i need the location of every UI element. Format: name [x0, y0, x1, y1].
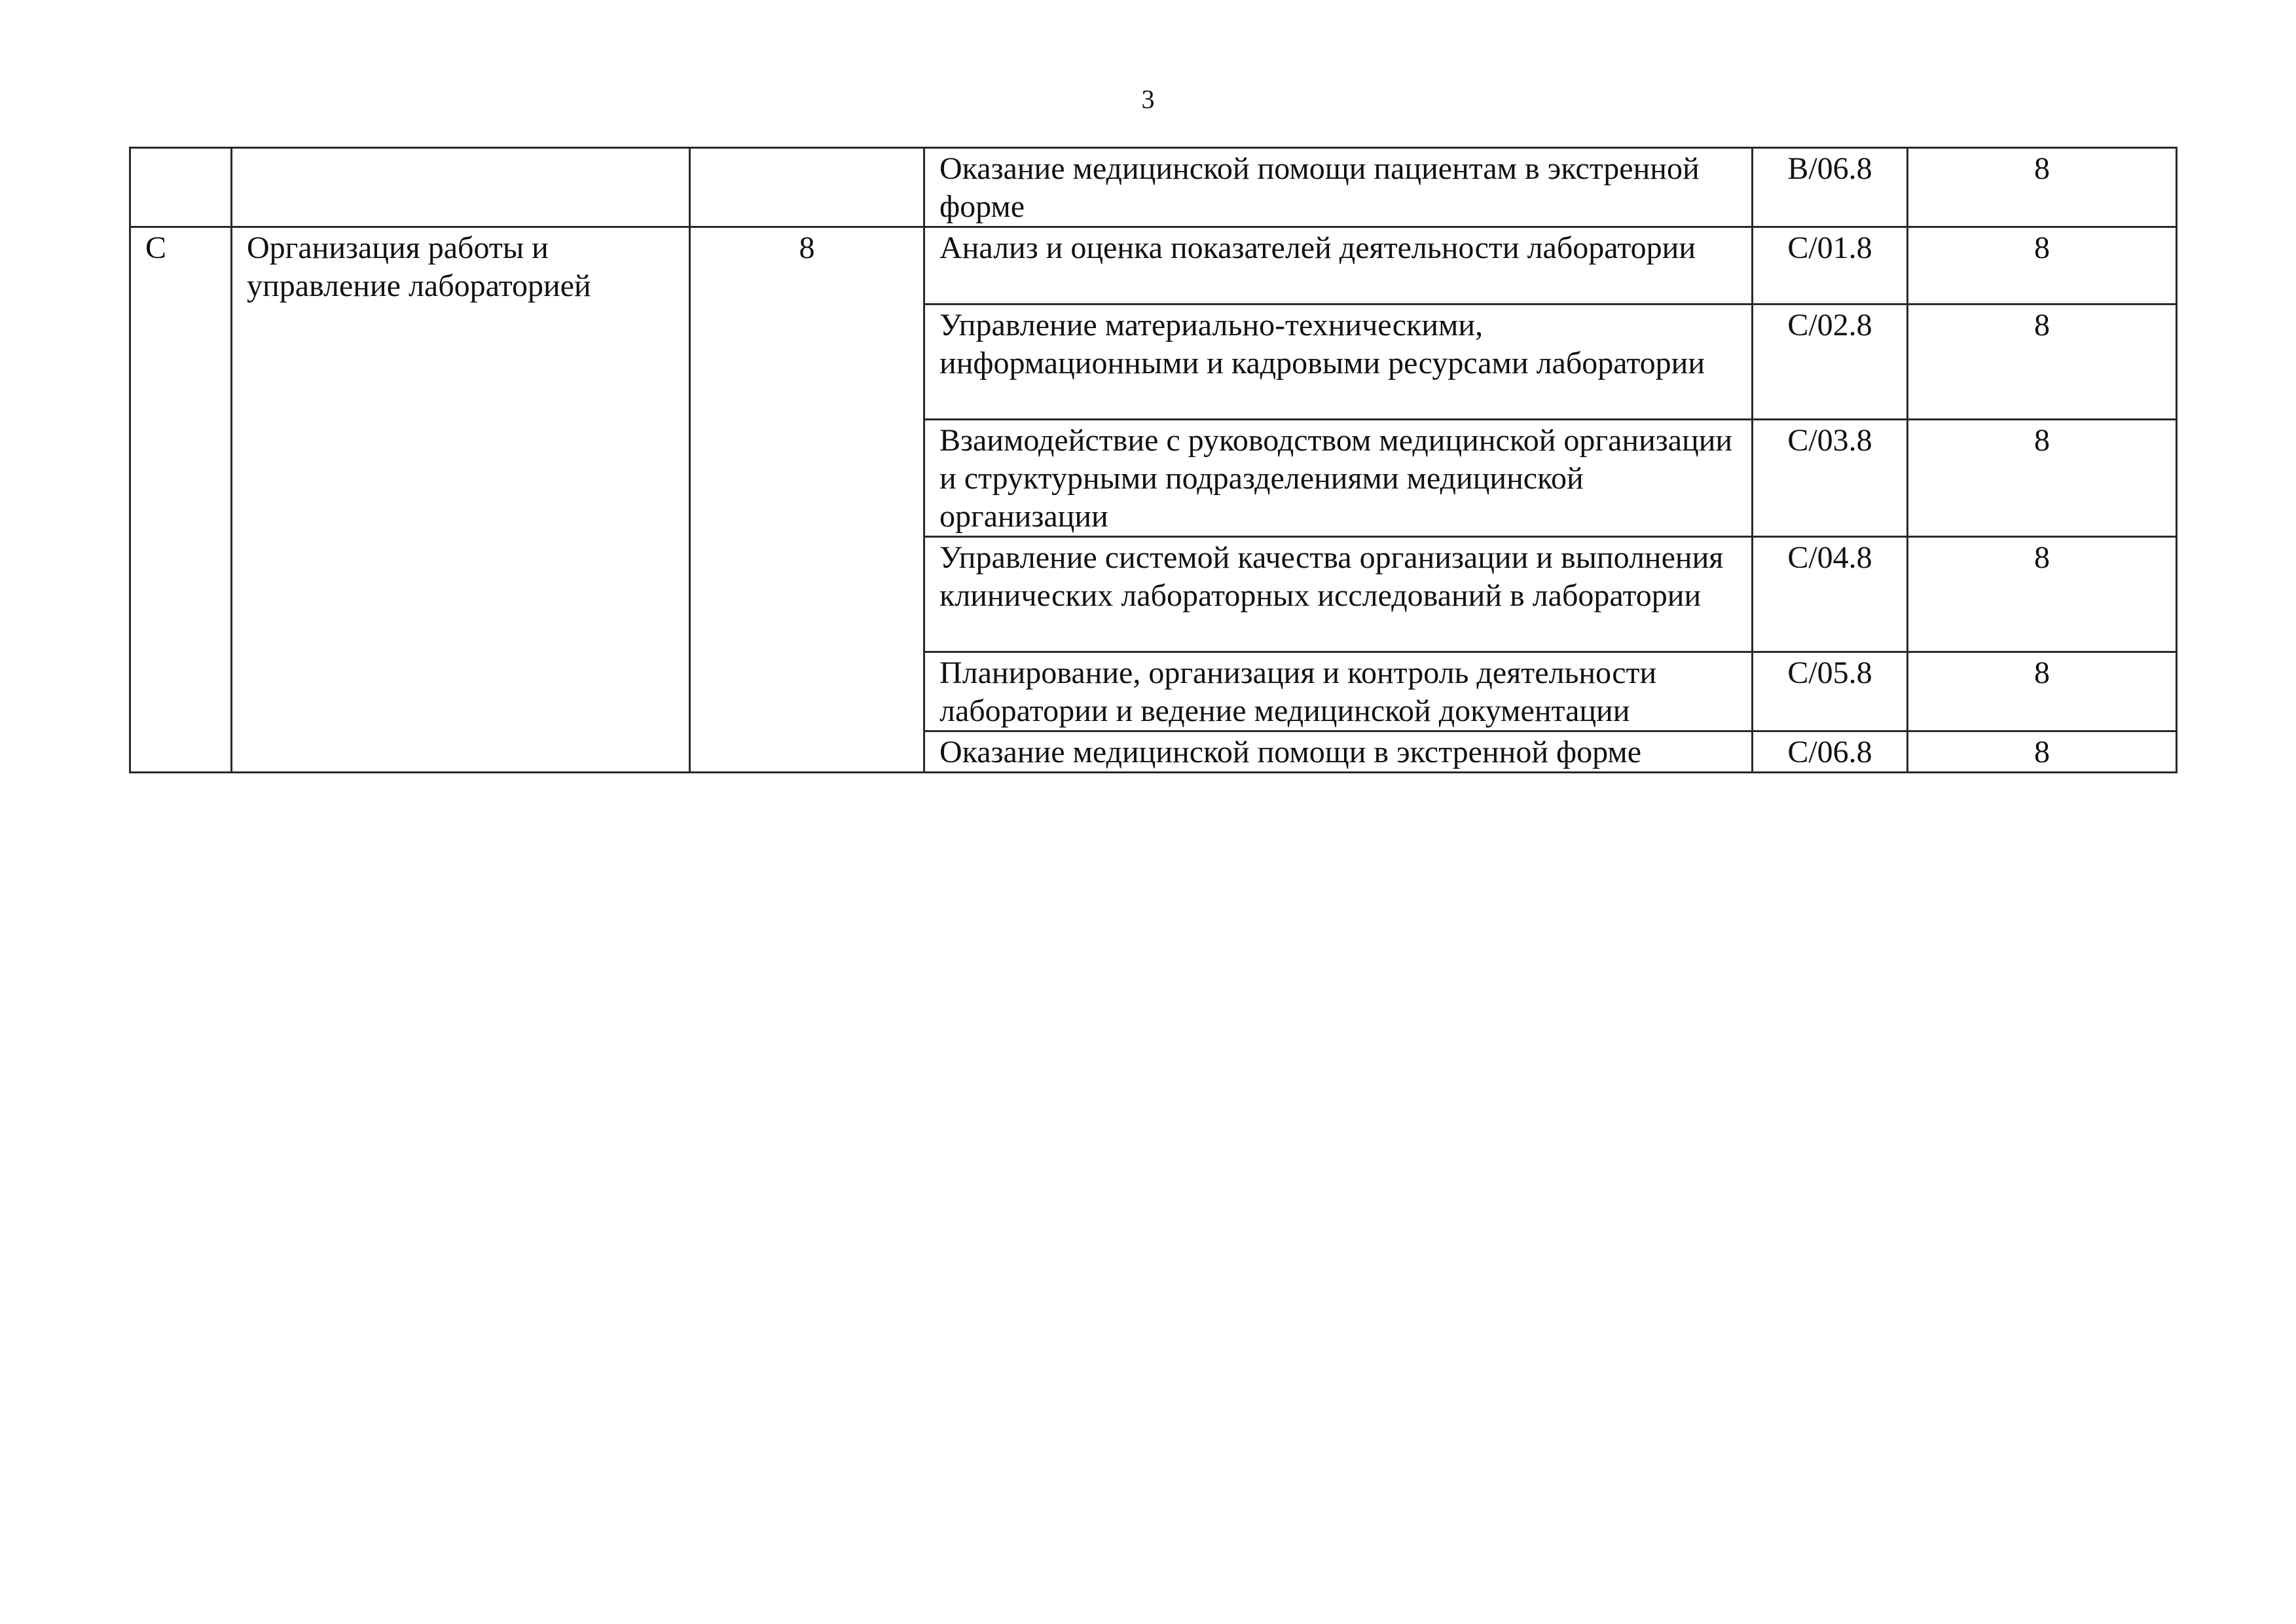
function-code-cell: B/06.8	[1753, 148, 1908, 227]
function-level-cell: 8	[1908, 731, 2177, 773]
function-code-cell: C/04.8	[1753, 537, 1908, 652]
function-name-cell: Анализ и оценка показателей деятельности лаборатории	[924, 227, 1753, 304]
function-name-cell: Взаимодействие с руководством медицинской организации и структурными подразделениями медицинской организации	[924, 420, 1753, 537]
functions-table	[129, 147, 2178, 773]
function-code-cell: C/03.8	[1753, 420, 1908, 537]
table-row	[130, 148, 2177, 227]
function-code-cell: C/02.8	[1753, 304, 1908, 420]
function-code-cell: C/01.8	[1753, 227, 1908, 304]
qualification-level-cell	[690, 148, 924, 227]
function-level-cell: 8	[1908, 227, 2177, 304]
function-level-cell: 8	[1908, 652, 2177, 731]
page-number: 3	[1141, 84, 1155, 114]
group-name-cell	[232, 148, 690, 227]
function-level-cell: 8	[1908, 420, 2177, 537]
function-level-cell: 8	[1908, 537, 2177, 652]
function-code-cell: C/06.8	[1753, 731, 1908, 773]
function-name-cell: Оказание медицинской помощи пациентам в экстренной форме	[924, 148, 1753, 227]
function-level-cell: 8	[1908, 304, 2177, 420]
function-name-cell: Планирование, организация и контроль деятельности лаборатории и ведение медицинской документации	[924, 652, 1753, 731]
function-code-cell: C/05.8	[1753, 652, 1908, 731]
function-name-cell: Управление системой качества организации и выполнения клинических лабораторных исследований в лаборатории	[924, 537, 1753, 652]
function-level-cell: 8	[1908, 148, 2177, 227]
function-name-cell: Оказание медицинской помощи в экстренной форме	[924, 731, 1753, 773]
function-name-cell: Управление материально-техническими, информационными и кадровыми ресурсами лаборатории	[924, 304, 1753, 420]
table-row	[130, 227, 2177, 304]
group-code-cell	[130, 148, 232, 227]
group-code-cell: C	[130, 227, 232, 773]
qualification-level-cell: 8	[690, 227, 924, 773]
group-name-cell: Организация работы и управление лабораторией	[232, 227, 690, 773]
